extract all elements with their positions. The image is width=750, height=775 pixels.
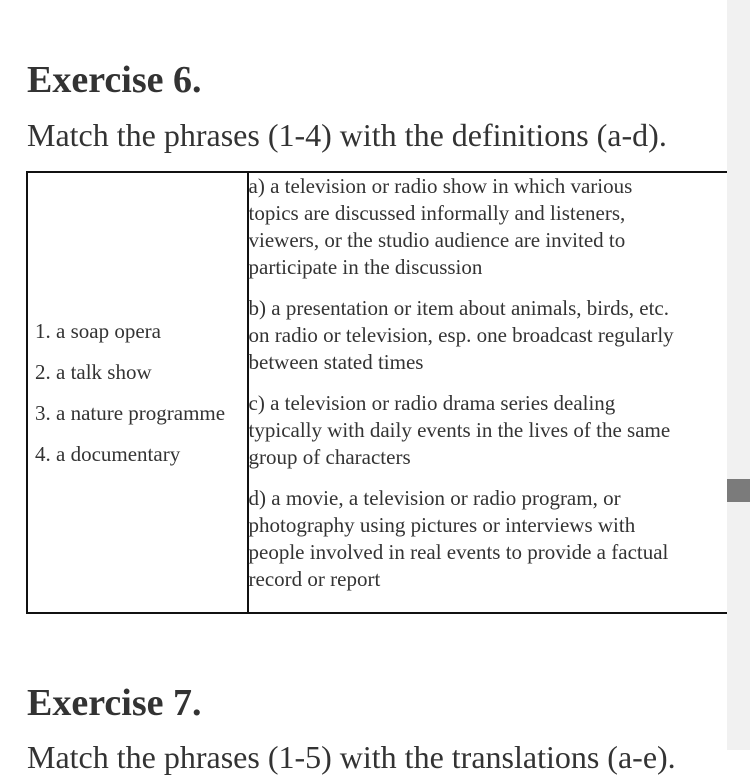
exercise-6-instruction: Match the phrases (1-4) with the definitions (a-d). — [27, 117, 667, 153]
definition-b — [249, 295, 744, 376]
phrase-item: 1. a soap opera — [35, 318, 161, 343]
definition-line: a) a television or radio show in which various — [248, 174, 633, 198]
phrase-item: 3. a nature programme — [35, 400, 226, 425]
definition-line: viewers, or the studio audience are invited to — [248, 228, 626, 252]
definition-line: between stated times — [248, 350, 424, 374]
definition-d — [249, 485, 744, 593]
definition-line: group of characters — [248, 445, 411, 469]
scrollbar-thumb[interactable] — [727, 479, 750, 502]
definition-line: b) a presentation or item about animals, birds, etc. — [248, 296, 669, 320]
vertical-scrollbar[interactable] — [727, 0, 750, 750]
definition-line: on radio or television, esp. one broadcast regularly — [248, 323, 674, 347]
definition-line: record or report — [248, 567, 381, 591]
definition-a — [249, 173, 744, 281]
definitions-cell — [248, 172, 745, 613]
phrase-item: 2. a talk show — [35, 359, 152, 384]
phrases-cell — [27, 172, 248, 613]
phrase-list — [28, 311, 247, 475]
exercise-7-title: Exercise 7. — [27, 682, 202, 724]
definition-line: d) a movie, a television or radio program, or — [248, 486, 621, 510]
definition-line: people involved in real events to provide a factual — [248, 540, 669, 564]
definition-line: photography using pictures or interviews with — [248, 513, 636, 537]
phrase-item: 4. a documentary — [35, 441, 181, 466]
definition-line: typically with daily events in the lives of the same — [248, 418, 671, 442]
exercise-7-instruction: Match the phrases (1-5) with the translations (a-e). — [27, 739, 676, 775]
definition-line: c) a television or radio drama series dealing — [248, 391, 616, 415]
exercise-6-title: Exercise 6. — [27, 59, 202, 101]
table-row — [27, 172, 745, 613]
definition-c — [249, 390, 744, 471]
definition-line: topics are discussed informally and listeners, — [248, 201, 626, 225]
matching-table — [26, 171, 746, 614]
definition-line: participate in the discussion — [248, 255, 483, 279]
